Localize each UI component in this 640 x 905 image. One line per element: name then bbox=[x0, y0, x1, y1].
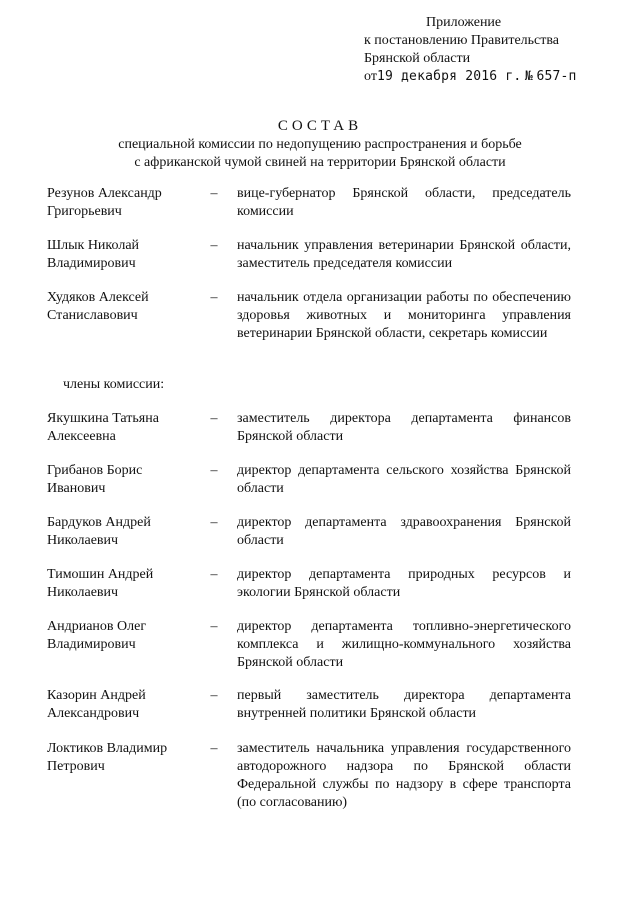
member-name bbox=[47, 740, 207, 776]
member-role: директор департамента топливно-энергетического комплекса и жилищно-коммунального хозяйства Брянской области bbox=[237, 619, 571, 670]
member-surname-first-name: Казорин Андрей bbox=[47, 688, 146, 703]
member-role: директор департамента здравоохранения Брянской области bbox=[237, 515, 571, 548]
member-patronymic: Владимирович bbox=[47, 637, 136, 652]
member-name bbox=[47, 618, 207, 654]
subtitle-line-2: с африканской чумой свиней на территории Брянской области bbox=[134, 155, 506, 170]
dash-separator: – bbox=[210, 567, 218, 582]
member-name bbox=[47, 566, 207, 602]
member-patronymic: Николаевич bbox=[47, 585, 119, 600]
member-name bbox=[47, 185, 207, 221]
members-label: члены комиссии: bbox=[63, 377, 165, 392]
dash-separator: – bbox=[210, 741, 218, 756]
member-role: директор департамента природных ресурсов и экологии Брянской области bbox=[237, 567, 571, 600]
appendix-label: Приложение bbox=[426, 15, 502, 30]
member-surname-first-name: Бардуков Андрей bbox=[47, 515, 151, 530]
appendix-decree: к постановлению Правительства bbox=[364, 33, 560, 48]
member-patronymic: Александрович bbox=[47, 706, 140, 721]
member-name bbox=[47, 462, 207, 498]
member-surname-first-name: Шлык Николай bbox=[47, 238, 140, 253]
member-patronymic: Иванович bbox=[47, 481, 106, 496]
subtitle-line-1: специальной комиссии по недопущению распространения и борьбе bbox=[118, 137, 522, 152]
dash-separator: – bbox=[210, 238, 218, 253]
member-surname-first-name: Андрианов Олег bbox=[47, 619, 147, 634]
member-surname-first-name: Тимошин Андрей bbox=[47, 567, 154, 582]
date-prefix: от bbox=[364, 69, 377, 84]
member-role: начальник управления ветеринарии Брянской области, заместитель председателя комиссии bbox=[237, 238, 571, 271]
member-name bbox=[47, 289, 207, 325]
member-role: первый заместитель директора департамента внутренней политики Брянской области bbox=[237, 688, 571, 721]
document-subtitle bbox=[60, 136, 580, 172]
member-surname-first-name: Худяков Алексей bbox=[47, 290, 149, 305]
decree-number: 657-п bbox=[536, 69, 577, 84]
member-surname-first-name: Грибанов Борис bbox=[47, 463, 143, 478]
dash-separator: – bbox=[210, 411, 218, 426]
member-patronymic: Петрович bbox=[47, 759, 105, 774]
document-title: СОСТАВ bbox=[277, 118, 363, 134]
member-name bbox=[47, 410, 207, 446]
appendix-date-line bbox=[364, 68, 577, 86]
member-patronymic: Алексеевна bbox=[47, 429, 116, 444]
member-role: начальник отдела организации работы по обеспечению здоровья животных и мониторинга управления ветеринарии Брянской области, секретарь комиссии bbox=[237, 290, 571, 341]
number-sign: № bbox=[524, 69, 533, 84]
member-patronymic: Николаевич bbox=[47, 533, 119, 548]
member-role: заместитель директора департамента финансов Брянской области bbox=[237, 411, 571, 444]
member-patronymic: Станиславович bbox=[47, 308, 138, 323]
member-name bbox=[47, 237, 207, 273]
member-name bbox=[47, 514, 207, 550]
decree-date: 19 декабря 2016 г. bbox=[376, 69, 522, 84]
member-patronymic: Владимирович bbox=[47, 256, 136, 271]
dash-separator: – bbox=[210, 688, 218, 703]
member-role: директор департамента сельского хозяйства Брянской области bbox=[237, 463, 571, 496]
dash-separator: – bbox=[210, 290, 218, 305]
member-surname-first-name: Резунов Александр bbox=[47, 186, 162, 201]
dash-separator: – bbox=[210, 463, 218, 478]
member-patronymic: Григорьевич bbox=[47, 204, 122, 219]
dash-separator: – bbox=[210, 619, 218, 634]
member-role: заместитель начальника управления государственного автодорожного надзора по Брянской области Федеральной службы по надзору в сфере транспорта (по согласованию) bbox=[237, 741, 571, 810]
member-name bbox=[47, 687, 207, 723]
dash-separator: – bbox=[210, 186, 218, 201]
dash-separator: – bbox=[210, 515, 218, 530]
appendix-header bbox=[364, 14, 577, 86]
member-surname-first-name: Якушкина Татьяна bbox=[47, 411, 159, 426]
member-role: вице-губернатор Брянской области, председатель комиссии bbox=[237, 186, 571, 219]
member-surname-first-name: Локтиков Владимир bbox=[47, 741, 168, 756]
appendix-region: Брянской области bbox=[364, 51, 471, 66]
